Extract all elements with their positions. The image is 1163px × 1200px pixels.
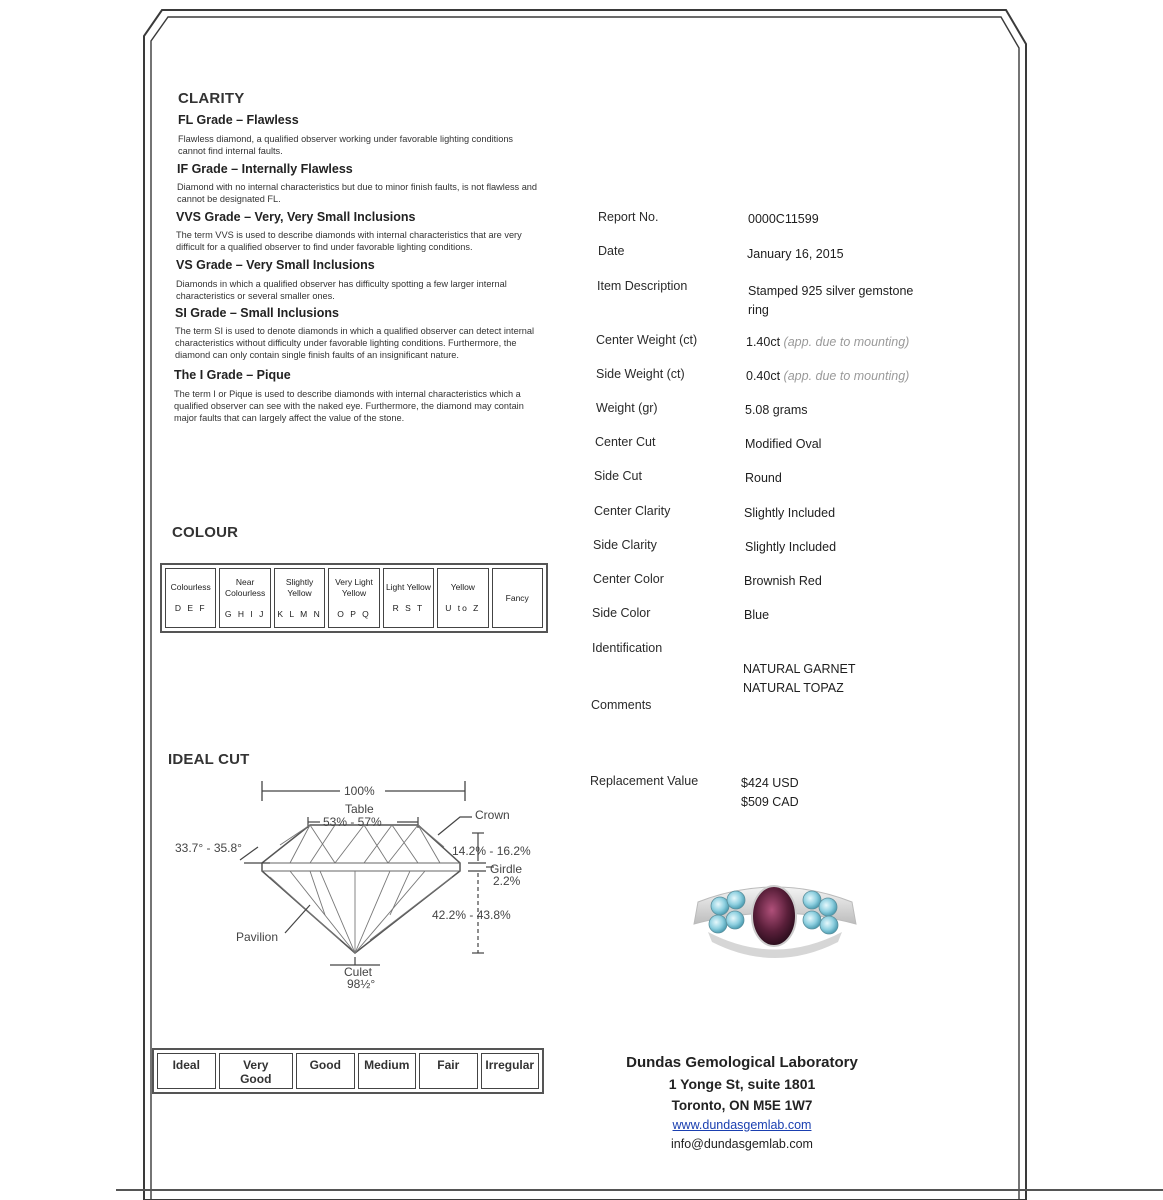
label-date: Date [598,244,625,258]
ring-photo [688,862,862,970]
colour-cell [328,568,379,628]
colour-name: Colourless [170,582,211,592]
label-culet: Culet [344,965,373,979]
label-center-clarity: Center Clarity [594,504,671,518]
colour-name: Near Colourless [225,576,266,598]
value-identification-2: NATURAL TOPAZ [743,681,844,695]
label-pavilion-depth: 42.2% - 43.8% [432,908,511,922]
colour-code: G H I J [224,608,266,619]
grade-if-desc: Diamond with no internal characteristics but due to minor finish faults, is not flawless and cannot be designated FL. [177,182,538,204]
center-weight-value: 1.40ct [746,335,781,349]
colour-heading: COLOUR [172,524,239,541]
value-center-cut: Modified Oval [745,437,822,451]
label-crown: Crown [475,808,510,822]
value-item-description: Stamped 925 silver gemstone ring [748,284,914,317]
colour-code: R S T [392,603,425,613]
colour-name: Fancy [505,592,529,603]
side-weight-note: (app. due to mounting) [783,369,910,383]
label-identification: Identification [592,641,663,655]
colour-code: O P Q [337,608,371,619]
value-side-clarity: Slightly Included [745,540,837,554]
label-pavilion: Pavilion [236,930,279,944]
value-center-color: Brownish Red [744,574,822,588]
label-girdle: Girdle [490,862,523,876]
label-girdle-pct: 2.2% [493,874,521,888]
label-side-cut: Side Cut [594,469,642,483]
value-date: January 16, 2015 [747,247,844,261]
label-item-description: Item Description [597,279,688,293]
clarity-heading: CLARITY [178,90,245,107]
label-table-range: 53% - 57% [323,815,382,829]
grade-fl-desc: Flawless diamond, a qualified observer working under favorable lighting conditions cannot find internal faults. [178,134,514,156]
colour-cell [383,568,434,628]
label-crown-height: 14.2% - 16.2% [452,844,531,858]
label-side-color: Side Color [592,606,651,620]
colour-name: Light Yellow [385,582,431,592]
value-replacement-cad: $509 CAD [741,795,799,809]
ideal-cut-heading: IDEAL CUT [168,751,250,768]
grade-if-title: IF Grade – Internally Flawless [177,162,353,176]
value-weight-gr: 5.08 grams [745,403,808,417]
colour-cell [274,568,325,628]
cut-cell: Good [296,1053,355,1089]
label-report-no: Report No. [598,210,659,224]
cut-cell: Fair [419,1053,478,1089]
center-weight-note: (app. due to mounting) [783,335,910,349]
colour-scale-table [160,563,548,633]
label-center-color: Center Color [593,572,664,586]
value-side-cut: Round [745,471,782,485]
lab-address-2: Toronto, ON M5E 1W7 [671,1098,813,1113]
label-table: Table [345,802,374,816]
lab-address-1: 1 Yonge St, suite 1801 [668,1076,816,1092]
lab-email: info@dundasgemlab.com [671,1137,813,1151]
grade-vvs-desc: The term VVS is used to describe diamonds with internal characteristics that are very difficult for a qualified observer to find under favorable lighting conditions. [176,230,522,252]
colour-cell [437,568,488,628]
colour-name: Very Light Yellow [335,576,373,598]
value-identification-1: NATURAL GARNET [743,662,856,676]
label-center-cut: Center Cut [595,435,656,449]
cut-cell: Irregular [481,1053,540,1089]
colour-name: Slightly Yellow [285,576,314,598]
colour-code: U to Z [445,603,481,613]
grade-i-title: The I Grade – Pique [174,368,291,382]
label-center-weight: Center Weight (ct) [596,333,698,347]
grade-vs-title: VS Grade – Very Small Inclusions [176,258,375,272]
grade-i-desc: The term I or Pique is used to describe diamonds with internal characteristics which a qualified observer can see with the naked eye. Furthermore, the diamond may contain major faults that can largely affect the value of the stone. [174,389,524,423]
grade-si-desc: The term SI is used to denote diamonds in which a qualified observer can detect internal characteristics without difficulty under favorable lighting conditions. Furthermore, the diamond can only contain single finish faults of an insignificant nature. [175,326,535,360]
cut-cell: Medium [358,1053,417,1089]
label-culet-pct: 98½° [347,977,376,991]
lab-website-link[interactable]: www.dundasgemlab.com [672,1118,812,1132]
label-crown-angle: 33.7° - 35.8° [175,841,242,855]
cut-cell: Ideal [157,1053,216,1089]
label-comments: Comments [591,698,652,712]
grade-si-title: SI Grade – Small Inclusions [175,306,339,320]
grade-vvs-title: VVS Grade – Very, Very Small Inclusions [176,210,416,224]
value-report-no: 0000C11599 [748,212,819,226]
value-side-color: Blue [744,608,770,622]
colour-cell [219,568,270,628]
value-replacement-usd: $424 USD [741,776,799,790]
label-weight-gr: Weight (gr) [596,401,658,415]
label-side-clarity: Side Clarity [593,538,657,552]
label-100: 100% [344,784,375,798]
value-side-weight [746,369,909,383]
cut-cell: Very Good [219,1053,294,1089]
side-weight-value: 0.40ct [746,369,781,383]
colour-cell [492,568,543,628]
colour-code: D E F [174,603,207,613]
colour-code: K L M N [277,608,322,619]
value-center-clarity: Slightly Included [744,506,836,520]
cut-grade-table [152,1048,544,1094]
grade-vs-desc: Diamonds in which a qualified observer has difficulty spotting a few larger internal characteristics or several smaller ones. [176,279,507,301]
colour-name: Yellow [450,582,475,592]
colour-cell [165,568,216,628]
diamond-shape [262,825,460,953]
label-side-weight: Side Weight (ct) [596,367,685,381]
grade-fl-title: FL Grade – Flawless [178,113,299,127]
label-replacement-value: Replacement Value [590,774,699,788]
value-center-weight [746,335,909,349]
lab-name: Dundas Gemological Laboratory [626,1054,858,1071]
diamond-cut-diagram [160,775,560,1000]
